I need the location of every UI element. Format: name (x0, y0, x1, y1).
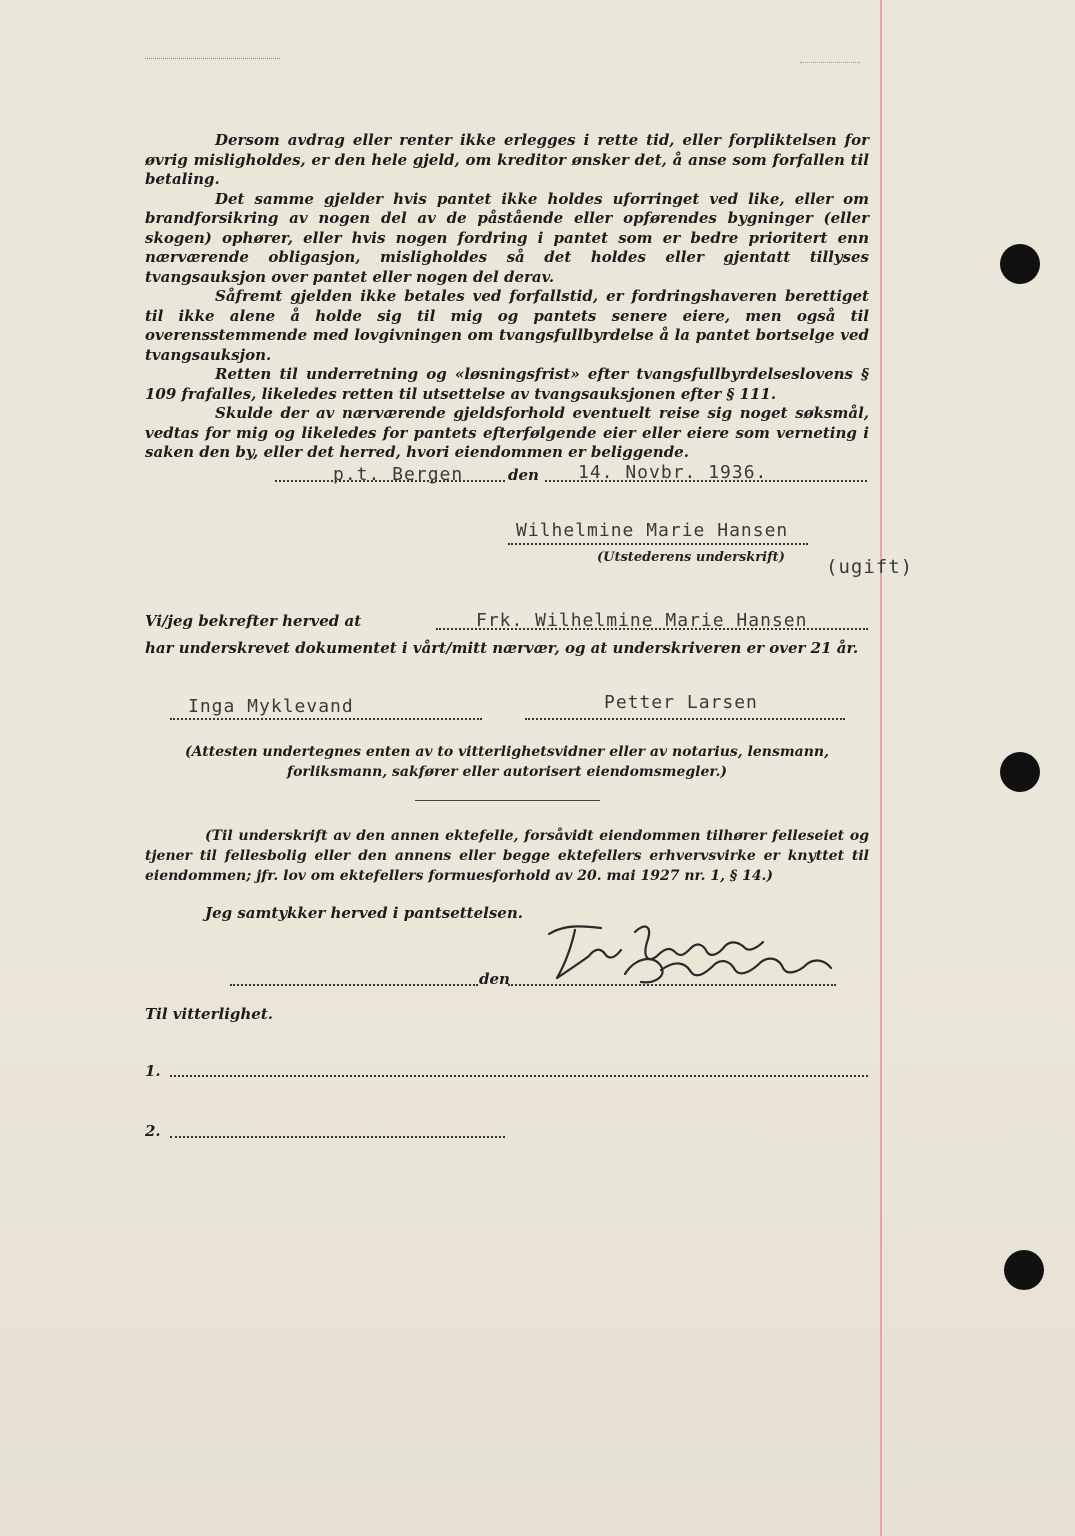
terms-paragraph: Det samme gjelder hvis pantet ikke holdes uforringet ved like, eller om brandforsikring av nogen del av de påstående eller opførendes bygninger (eller skogen) ophører, eller hvis nogen fordring i pantet som er bedre prioritert enn nærværende obligasjon, misligholdes så det holdes eller gjentatt tillyses tvangsauksjon over pantet eller nogen del derav. (145, 189, 869, 286)
terms-paragraph: Skulde der av nærværende gjeldsforhold eventuelt reise sig noget søksmål, vedtas for mig og likeledes for pantets efterfølgende eier eller eiere som verneting i saken den by, eller det herred, hvori eiendommen er beliggende. (145, 404, 869, 461)
faint-header-mark-right (800, 62, 860, 67)
margin-rule (880, 0, 882, 1536)
issuer-status: (ugift) (826, 556, 914, 578)
issuer-caption: (Utstederens underskrift) (597, 550, 785, 565)
consent-den-label: den (479, 970, 510, 988)
den-label: den (508, 466, 539, 484)
attest-note: (Attesten undertegnes enten av to vitterlighetsvidner eller av notarius, lensmann, forliksmann, sakfører eller autorisert eiendomsmegler.) (185, 744, 829, 780)
witness-line-2 (170, 1136, 505, 1138)
spouse-note (145, 826, 869, 886)
consent-place-line (230, 984, 478, 986)
terms-paragraph: Dersom avdrag eller renter ikke erlegges i rette tid, eller forpliktelsen for øvrig misligholdes, er den hele gjeld, om kreditor ønsker det, å anse som forfallen til betaling. (145, 131, 869, 188)
witness-line-1 (170, 1075, 868, 1077)
punch-hole (1000, 752, 1040, 792)
terms-paragraph: Retten til underretning og «løsningsfrist» efter tvangsfullbyrdelseslovens § 109 frafalles, likeledes retten til utsettelse av tvangsauksjonen efter § 111. (145, 365, 869, 403)
witness-1-signature: Inga Myklevand (188, 696, 354, 717)
confirmation-name: Frk. Wilhelmine Marie Hansen (476, 610, 808, 631)
place-value: p.t. Bergen (333, 464, 464, 485)
date-value: 14. Novbr. 1936. (578, 462, 768, 483)
terms-paragraph: Såfremt gjelden ikke betales ved forfallstid, er fordringshaveren berettiget til ikke alene å holde sig til mig og pantets senere eiere, men også til overensstemmende med lovgivningen om tvangsfullbyrdelse å la pantet bortselge ved tvangsauksjon. (145, 287, 869, 364)
witness-2-line (525, 718, 845, 720)
witness-section-label: Til vitterlighet. (145, 1005, 273, 1023)
confirmation-line2: har underskrevet dokumentet i vårt/mitt nærvær, og at underskriveren er over 21 år. (145, 639, 859, 657)
issuer-signature: Wilhelmine Marie Hansen (516, 520, 789, 541)
terms-paragraphs (145, 131, 869, 463)
spouse-note-text: (Til underskrift av den annen ektefelle, forsåvidt eiendommen tilhører felleseiet og tjener til fellesbolig eller den annens eller begge ektefellers erhvervsvirke er knyttet til eiendommen; jfr. lov om ektefellers formuesforhold av 20. mai 1927 nr. 1, § 14.) (145, 828, 869, 884)
faint-header-mark (145, 58, 280, 65)
witness-line-1-label: 1. (145, 1062, 161, 1080)
witness-line-2-label: 2. (145, 1122, 161, 1140)
consent-text: Jeg samtykker herved i pantsettelsen. (205, 904, 523, 922)
punch-hole (1004, 1250, 1044, 1290)
consent-date-line (508, 984, 836, 986)
punch-hole (1000, 244, 1040, 284)
divider (415, 800, 600, 801)
confirmation-prefix: Vi/jeg bekrefter herved at (145, 612, 362, 630)
witness-1-line (170, 718, 482, 720)
issuer-signature-line (508, 543, 808, 545)
witness-2-signature: Petter Larsen (604, 692, 758, 713)
